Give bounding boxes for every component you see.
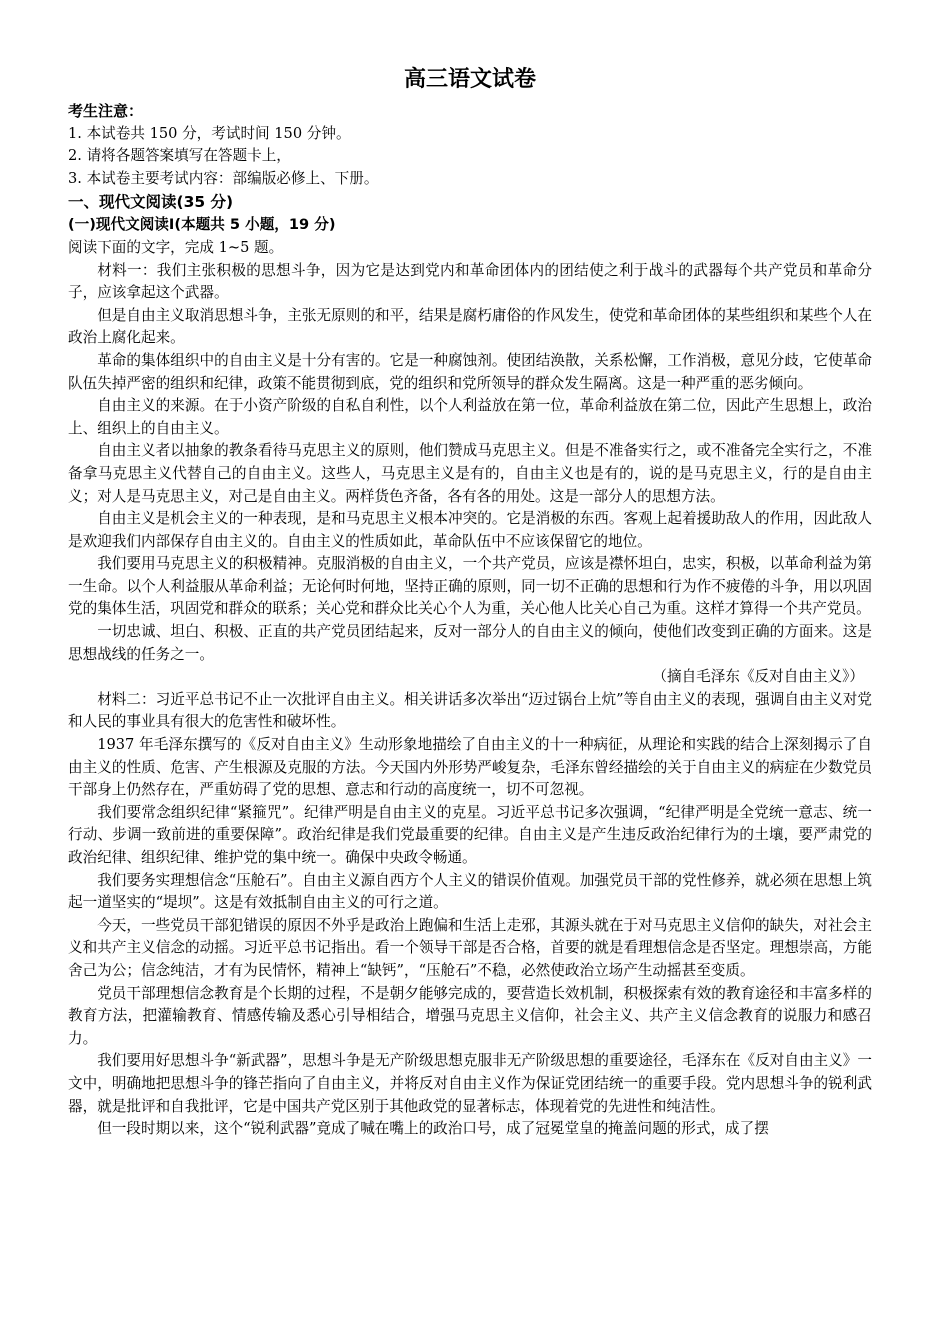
instruction: 阅读下面的文字，完成 1~5 题。 [68, 238, 284, 256]
material2-paragraph: 我们要常念组织纪律“紧箍咒”。纪律严明是自由主义的克星。习近平总书记多次强调，“纪律严明是全党统一意志、统一行动、步调一致前进的重要保障”。政治纪律是我们党最重要的纪律。自由主义是产生违反政治纪律行为的土壤，要严肃党的政治纪律、组织纪律、维护党的集中统一。确保中央政令畅通。 [68, 803, 872, 866]
subsection-heading: (一)现代文阅读Ⅰ(本题共 5 小题，19 分) [68, 216, 336, 234]
notice-item: 2. 请将各题答案填写在答题卡上， [68, 147, 291, 165]
material1-paragraph: 我们要用马克思主义的积极精神。克服消极的自由主义，一个共产党员，应该是襟怀坦白，忠实，积极，以革命利益为第一生命。以个人利益服从革命利益；无论何时何地，坚持正确的原则，同一切不正确的思想和行为作不疲倦的斗争，用以巩固党的集体生活，巩固党和群众的联系；关心党和群众比关心个人为重，关心他人比关心自己为重。这样才算得一个共产党员。 [68, 555, 872, 618]
material1-paragraph: 革命的集体组织中的自由主义是十分有害的。它是一种腐蚀剂。使团结涣散，关系松懈，工作消极，意见分歧，它使革命队伍失掉严密的组织和纪律，政策不能贯彻到底，党的组织和党所领导的群众发生隔离。这是一种严重的恶劣倾向。 [68, 351, 872, 392]
notice-item: 3. 本试卷主要考试内容：部编版必修上、下册。 [68, 169, 379, 187]
section-heading: 一、现代文阅读(35 分) [68, 193, 234, 212]
material2-paragraph: 但一段时期以来，这个“锐利武器”竟成了喊在嘴上的政治口号，成了冠冕堂皇的掩盖问题的形式，成了摆 [97, 1120, 769, 1138]
material2-paragraph: 我们要务实理想信念“压舱石”。自由主义源自西方个人主义的错误价值观。加强党员干部的党性修养，就必须在思想上筑起一道坚实的“堤坝”。这是有效抵制自由主义的可行之道。 [68, 871, 872, 912]
material2-paragraph: 材料二：习近平总书记不止一次批评自由主义。相关讲话多次举出“迈过锅台上炕”等自由主义的表现，强调自由主义对党和人民的事业具有很大的危害性和破坏性。 [68, 690, 872, 731]
material1-source: （摘自毛泽东《反对自由主义》） [652, 668, 864, 686]
material1-paragraph: 材料一：我们主张积极的思想斗争，因为它是达到党内和革命团体内的团结使之利于战斗的武器每个共产党员和革命分子，应该拿起这个武器。 [68, 261, 872, 302]
material2-paragraph: 今天，一些党员干部犯错误的原因不外乎是政治上跑偏和生活上走邪，其源头就在于对马克思主义信仰的缺失，对社会主义和共产主义信念的动摇。习近平总书记指出。看一个领导干部是否合格，首要的就是看理想信念是否坚定。理想崇高，方能舍己为公；信念纯洁，才有为民情怀，精神上“缺钙”，“压舱石”不稳，必然使政治立场产生动摇甚至变质。 [68, 916, 872, 979]
material2-paragraph: 党员干部理想信念教育是个长期的过程，不是朝夕能够完成的，要营造长效机制，积极探索有效的教育途径和丰富多样的教育方法，把灌输教育、情感传输及悉心引导相结合，增强马克思主义信仰，社会主义、共产主义信念教育的说服力和感召力。 [68, 984, 872, 1047]
material2-paragraph: 我们要用好思想斗争“新武器”，思想斗争是无产阶级思想克服非无产阶级思想的重要途径，毛泽东在《反对自由主义》一文中，明确地把思想斗争的锋芒指向了自由主义，并将反对自由主义作为保证党团结统一的重要手段。党内思想斗争的锐利武器，就是批评和自我批评，它是中国共产党区别于其他政党的显著标志，体现着党的先进性和纯洁性。 [68, 1052, 872, 1115]
material1-paragraph: 自由主义是机会主义的一种表现，是和马克思主义根本冲突的。它是消极的东西。客观上起着援助敌人的作用，因此敌人是欢迎我们内部保存自由主义的。自由主义的性质如此，革命队伍中不应该保留它的地位。 [68, 510, 872, 550]
material2-paragraph: 1937 年毛泽东撰写的《反对自由主义》生动形象地描绘了自由主义的十一种病征，从理论和实践的结合上深刻揭示了自由主义的性质、危害、产生根源及克服的方法。今天国内外形势严峻复杂，毛泽东曾经描绘的关于自由主义的病症在少数党员干部身上仍然存在，严重妨碍了党的思想、意志和行动的高度统一，切不可忽视。 [68, 736, 872, 799]
material1-paragraph: 一切忠诚、坦白、积极、正直的共产党员团结起来，反对一部分人的自由主义的倾向，使他们改变到正确的方面来。这是思想战线的任务之一。 [68, 623, 872, 663]
material1-paragraph: 自由主义的来源。在于小资产阶级的自私自利性，以个人利益放在第一位，革命利益放在第二位，因此产生思想上，政治上、组织上的自由主义。 [68, 397, 872, 437]
material1-paragraph: 但是自由主义取消思想斗争，主张无原则的和平，结果是腐朽庸俗的作风发生，使党和革命团体的某些组织和某些个人在政治上腐化起来。 [68, 306, 872, 347]
page-title: 高三语文试卷 [403, 67, 536, 92]
material1-paragraph: 自由主义者以抽象的教条看待马克思主义的原则，他们赞成马克思主义。但是不准备实行之，或不准备完全实行之，不准备拿马克思主义代替自己的自由主义。这些人，马克思主义是有的，自由主义也是有的，说的是马克思主义，行的是自由主义；对人是马克思主义，对己是自由主义。两样货色齐备，各有各的用处。这是一部分人的思想方法。 [68, 442, 872, 505]
notice-heading: 考生注意： [68, 102, 144, 120]
notice-item: 1. 本试卷共 150 分，考试时间 150 分钟。 [68, 124, 351, 142]
